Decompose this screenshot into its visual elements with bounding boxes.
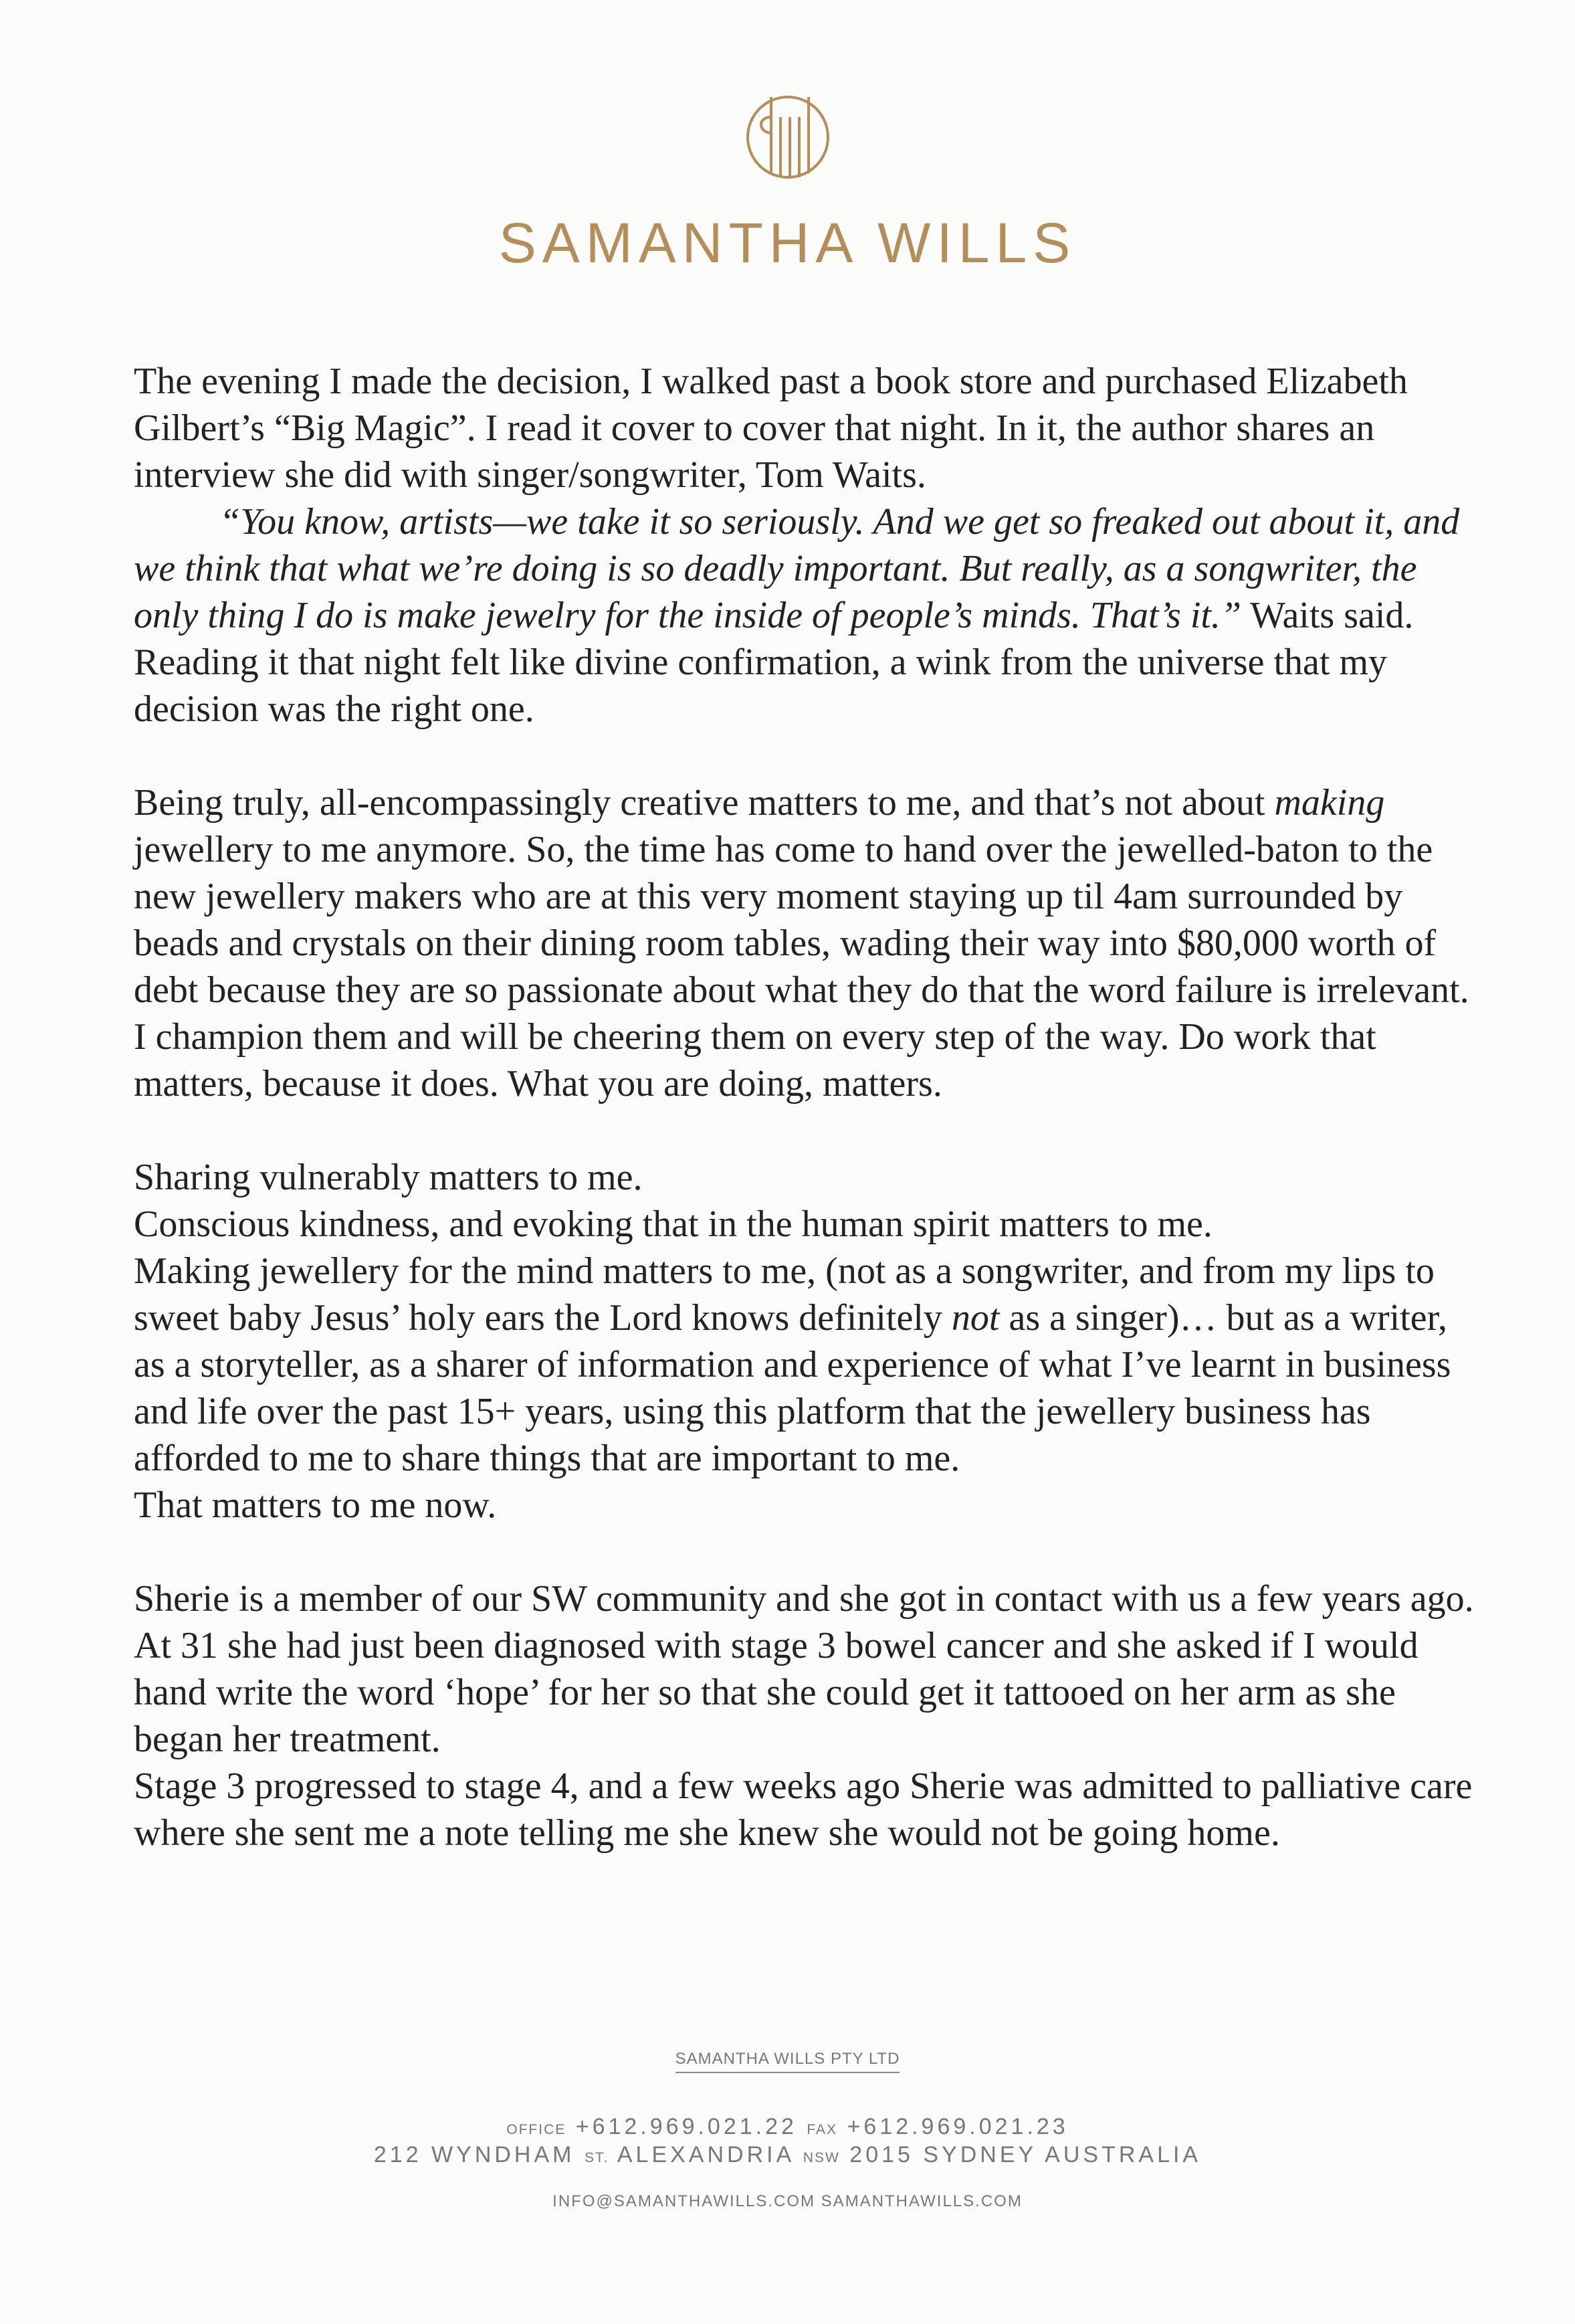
paragraph-1-outro: Waits said. Reading it that night felt like divine confirmation, a wink from the universe that my decision was the right one. [134, 595, 1414, 730]
phone-line [0, 2114, 1575, 2140]
paragraph-4-line-1: Sherie is a member of our SW community and she got in contact with us a few years ago. At 31 she had just been diagnosed with stage 3 bowel cancer and she asked if I would hand write the word ‘hope’ for her so that she could get it tattooed on her arm as she began her treatment. [134, 1578, 1474, 1760]
logo [0, 90, 1575, 184]
paragraph-4-line-2: Stage 3 progressed to stage 4, and a few weeks ago Sherie was admitted to palliative care where she sent me a note telling me she knew she would not be going home. [134, 1765, 1473, 1854]
contact-links [0, 2192, 1575, 2211]
tom-waits-quote: “You know, artists—we take it so seriously. And we get so freaked out about it, and we think that what we’re doing is so deadly important. But really, as a songwriter, the only thing I do is make jewelry for the inside of people’s minds. That’s it.” [134, 501, 1460, 636]
paragraph-2-emphasis: making [1274, 782, 1385, 824]
paragraph-2-start: Being truly, all-encompassingly creative matters to me, and that’s not about [134, 782, 1275, 824]
sw-monogram-icon [744, 90, 831, 184]
paragraph-3-line-3-start: Making jewellery for the mind matters to me, (not as a songwriter, and from my lips to sweet baby Jesus’ holy ears the Lord knows definitely [134, 1250, 1435, 1339]
paragraph-3-line-3 [134, 1248, 1485, 1482]
paragraph-1 [134, 358, 1485, 733]
suburb: ALEXANDRIA [617, 2142, 794, 2167]
street-suffix: ST. [584, 2150, 609, 2165]
paragraph-3-line-4: That matters to me now. [134, 1484, 497, 1526]
city-country: 2015 SYDNEY AUSTRALIA [849, 2142, 1202, 2167]
office-label: OFFICE [506, 2122, 566, 2137]
paragraph-3-emphasis: not [951, 1297, 1000, 1339]
address-line [0, 2142, 1575, 2168]
street: 212 WYNDHAM [373, 2142, 575, 2167]
company-name-text: SAMANTHA WILLS PTY LTD [675, 2050, 900, 2073]
state: NSW [803, 2150, 840, 2165]
email-and-website[interactable]: INFO@SAMANTHAWILLS.COM SAMANTHAWILLS.COM [552, 2192, 1023, 2210]
fax-number: +612.969.021.23 [847, 2114, 1069, 2139]
paragraph-3-line-2: Conscious kindness, and evoking that in the human spirit matters to me. [134, 1203, 1213, 1245]
paragraph-2-rest: jewellery to me anymore. So, the time has come to hand over the jewelled-baton to the new jewellery makers who are at this very moment staying up til 4am surrounded by beads and crystals on their dining room tables, wading their way into $80,000 worth of debt because they are so passionate about what they do that the word failure is irrelevant. I champion them and will be cheering them on every step of the way. Do work that matters, because it does. What you are doing, matters. [134, 829, 1469, 1104]
paragraph-1-intro: The evening I made the decision, I walked past a book store and purchased Elizabeth Gilbert’s “Big Magic”. I read it cover to cover that night. In it, the author shares an interview she did with singer/songwriter, Tom Waits. [134, 361, 1408, 496]
office-phone[interactable]: +612.969.021.22 [575, 2114, 797, 2139]
paragraph-3-line-1: Sharing vulnerably matters to me. [134, 1157, 643, 1198]
paragraph-3-line-3-rest: as a singer)… but as a writer, as a storyteller, as a sharer of information and experience of what I’ve learnt in business and life over the past 15+ years, using this platform that the jewellery business has afforded to me to share things that are important to me. [134, 1297, 1451, 1479]
company-name [0, 2050, 1575, 2068]
paragraph-2 [134, 779, 1485, 1107]
letter-body [134, 358, 1485, 1856]
brand-name: SAMANTHA WILLS [498, 211, 1077, 274]
fax-label: FAX [807, 2122, 838, 2137]
